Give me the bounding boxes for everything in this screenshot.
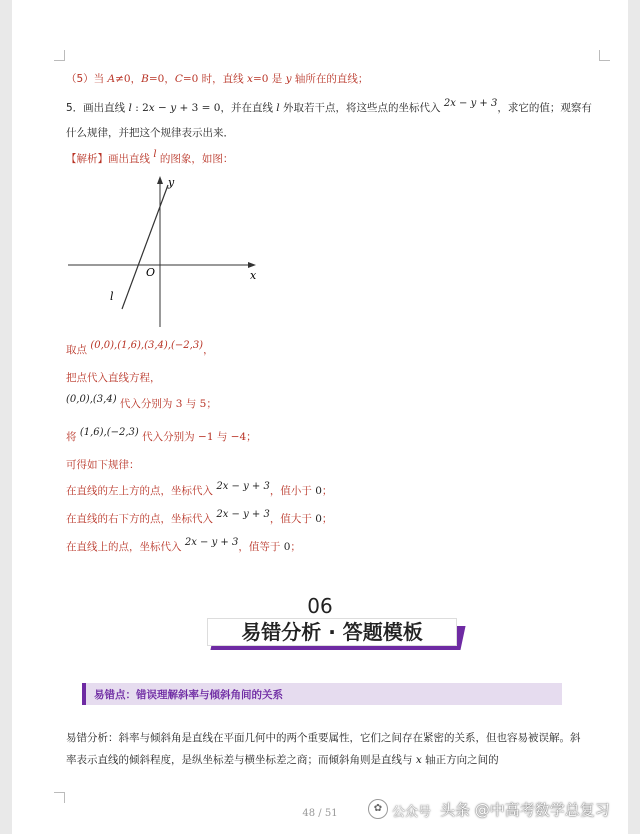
watermark-logo-icon: ✿ xyxy=(368,799,388,819)
rule-1: 在直线的左上方的点，坐标代入 2x − y + 3，值小于 0； xyxy=(66,481,333,497)
y-axis-label: y xyxy=(168,176,175,189)
crop-mark-bottom-left xyxy=(54,792,65,803)
rule-intro: 可得如下规律： xyxy=(66,459,140,471)
section-title: 易错分析 · 答题模板 xyxy=(207,618,457,646)
rule-3: 在直线上的点，坐标代入 2x − y + 3，值等于 0； xyxy=(66,537,301,553)
section-banner xyxy=(207,618,463,650)
case-5-line: （5）当 A≠0，B=0，C=0 时，直线 x=0 是 y 轴所在的直线； xyxy=(66,73,369,85)
x-axis-arrow xyxy=(248,262,256,268)
y-axis-arrow xyxy=(157,176,163,184)
page-number: 48 / 51 xyxy=(302,808,338,819)
x-axis-label: x xyxy=(250,269,257,282)
line-graph xyxy=(60,172,270,332)
analysis-heading: 【解析】画出直线 l 的图象，如图： xyxy=(66,149,234,165)
line-l-label: l xyxy=(110,290,114,303)
question-5-line-2: 什么规律，并把这个规律表示出来． xyxy=(66,127,234,139)
question-5-line-1: 5．画出直线 l : 2x − y + 3 = 0，并在直线 l 外取若干点，将这些点的坐标代入 2x − y + 3，求它的值；观察有 xyxy=(66,98,592,114)
watermark-text-2: 头条 @中高考数学总复习 xyxy=(440,801,610,819)
mistake-label-box xyxy=(82,683,562,705)
points-line: 取点 (0,0),(1,6),(3,4),(−2,3)， xyxy=(66,340,214,356)
line-l xyxy=(122,185,168,309)
crop-mark-top-right xyxy=(599,50,610,61)
watermark-text-1: 公众号 xyxy=(392,805,432,820)
rule-2: 在直线的右下方的点，坐标代入 2x − y + 3，值大于 0； xyxy=(66,509,333,525)
result-line-1: (0,0),(3,4) 代入分别为 3 与 5； xyxy=(66,394,217,410)
mistake-label: 易错点：错误理解斜率与倾斜角间的关系 xyxy=(94,689,283,701)
substitute-line: 把点代入直线方程， xyxy=(66,372,161,384)
origin-label: O xyxy=(146,266,156,279)
section-number: 06 xyxy=(307,594,333,618)
result-line-2: 将 (1,6),(−2,3) 代入分别为 −1 与 −4； xyxy=(66,427,257,443)
mistake-analysis-paragraph: 易错分析：斜率与倾斜角是直线在平面几何中的两个重要属性，它们之间存在紧密的关系，但也容易被误解。斜率表示直线的倾斜程度，是纵坐标差与横坐标差之商；而倾斜角则是直线与 x 轴正方向之间的 xyxy=(66,732,581,766)
crop-mark-top-left xyxy=(54,50,65,61)
